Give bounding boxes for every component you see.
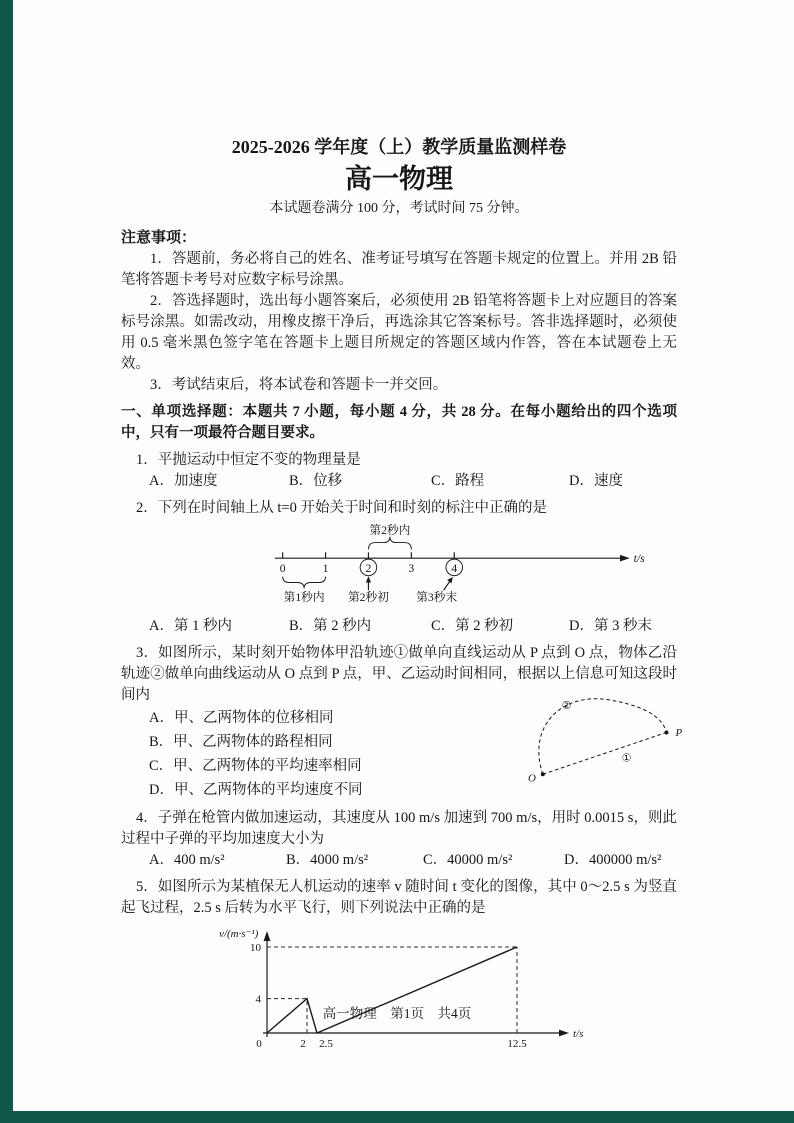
option-d: D．400000 m/s² (564, 852, 662, 868)
option-a: A．第 1 秒内 (149, 618, 232, 634)
tick-label-4: 4 (451, 561, 458, 575)
question-1-stem: 1．平抛运动中恒定不变的物理量是 (136, 452, 361, 468)
point-p-label: P (675, 727, 683, 740)
tick-label-3: 3 (408, 561, 415, 575)
option-a: A．加速度 (149, 473, 218, 489)
exam-info: 本试题卷满分 100 分，考试时间 75 分钟。 (269, 201, 529, 216)
section-heading: 一、单项选择题：本题共 7 小题，每小题 4 分，共 28 分。在每小题给出的四个选项中，只有一项最符合题目要求。 (121, 404, 677, 441)
time-axis-unit-label: t/s (633, 552, 645, 566)
option-b: B．甲、乙两物体的路程相同 (149, 734, 333, 750)
trajectory-diagram (521, 687, 691, 787)
page-footer: 高一物理 第1页 共4页 (322, 1006, 472, 1021)
option-b: B．4000 m/s² (286, 852, 369, 868)
option-d: D．第 3 秒末 (569, 618, 652, 634)
question-1 (121, 450, 677, 492)
path-1-label: ① (621, 752, 632, 765)
tick-label-2: 2 (365, 561, 372, 575)
option-c: C．路程 (431, 473, 485, 489)
y-axis-label: v/(m·s⁻¹) (219, 928, 259, 940)
option-c: C．40000 m/s² (423, 852, 513, 868)
option-b: B．第 2 秒内 (289, 618, 372, 634)
pointer-line (444, 581, 451, 591)
point-o-label: O (527, 772, 536, 785)
question-1-options (149, 471, 677, 492)
straight-path-1 (543, 732, 667, 774)
question-3 (121, 643, 683, 802)
x-axis-label: t/s (573, 1028, 584, 1040)
page-content (121, 0, 683, 1064)
brace-bottom (283, 577, 326, 589)
question-5 (121, 877, 677, 1064)
interval-label-first-second: 第1秒内 (283, 591, 325, 605)
question-4 (121, 808, 677, 871)
exam-subject: 高一物理 (345, 164, 453, 194)
x-tick-label: 12.5 (507, 1038, 527, 1050)
question-2-options (149, 616, 677, 637)
instant-label-second3-end: 第3秒末 (416, 591, 458, 605)
point-o-dot (541, 772, 545, 776)
question-4-stem: 4．子弹在枪管内做加速运动，其速度从 100 m/s 加速到 700 m/s，用时 0.0015 s，则此过程中子弹的平均加速度大小为 (121, 810, 677, 847)
brace-top (368, 537, 411, 550)
notice-heading: 注意事项： (121, 230, 197, 246)
option-a: A．甲、乙两物体的位移相同 (149, 710, 334, 726)
question-2-figure (269, 521, 677, 614)
instant-label-second2-start: 第2秒初 (347, 591, 389, 605)
notice-item-1: 1．答题前，务必将自己的姓名、准考证号填写在答题卡规定的位置上。并用 2B 铅笔将答题卡考号对应数字标号涂黑。 (121, 251, 677, 288)
speed-time-chart (217, 923, 597, 1057)
option-b: B．位移 (289, 473, 343, 489)
tick-label-1: 1 (322, 561, 329, 575)
pointer-arrow (366, 576, 371, 582)
y-axis-arrow (264, 931, 271, 941)
option-d: D．速度 (569, 473, 623, 489)
option-a: A．400 m/s² (149, 852, 225, 868)
notice-item-3: 3．考试结束后，将本试卷和答题卡一并交回。 (150, 377, 448, 393)
scan-edge-left (0, 0, 13, 1123)
question-3-stem: 3．如图所示，某时刻开始物体甲沿轨迹①做单向直线运动从 P 点到 O 点，物体乙沿轨迹②做单向曲线运动从 O 点到 P 点，甲、乙运动时间相同，根据以上信息可知这段时间内 (121, 645, 677, 703)
curved-path-2 (539, 699, 667, 775)
path-2-label: ② (561, 699, 572, 712)
question-2 (121, 498, 677, 637)
x-tick-label: 0 (256, 1038, 262, 1050)
x-axis-arrow (559, 1030, 569, 1037)
question-5-figure (217, 923, 677, 1064)
question-5-stem: 5．如图所示为某植保无人机运动的速率 v 随时间 t 变化的图像，其中 0～2.5 s 为竖直起飞过程，2.5 s 后转为水平飞行，则下列说法中正确的是 (121, 879, 677, 916)
notice-item-2: 2．答选择题时，选出每小题答案后，必须使用 2B 铅笔将答题卡上对应题目的答案标号涂黑。如需改动，用橡皮擦干净后，再选涂其它答案标号。答非选择题时，必须使用 0.5 毫米黑色签字笔在答题卡上题目所规定的答题区域内作答，答在本试题卷上无效。 (121, 293, 677, 372)
timeline-diagram (269, 521, 659, 607)
option-c: C．第 2 秒初 (431, 618, 514, 634)
x-tick-label: 2 (300, 1038, 306, 1050)
option-d: D．甲、乙两物体的平均速度不同 (149, 782, 363, 798)
exam-title: 2025-2026 学年度（上）教学质量监测样卷 (231, 137, 567, 157)
question-4-options (149, 850, 677, 871)
question-3-figure (521, 687, 691, 794)
pointer-arrow (447, 577, 453, 583)
time-axis-arrow (620, 555, 630, 562)
tick-label-0: 0 (279, 561, 286, 575)
question-2-stem: 2．下列在时间轴上从 t=0 开始关于时间和时刻的标注中正确的是 (136, 500, 547, 516)
scan-edge-bottom (0, 1111, 794, 1123)
interval-label-top: 第2秒内 (369, 523, 411, 537)
y-tick-label: 10 (250, 942, 261, 954)
x-tick-label: 2.5 (319, 1038, 333, 1050)
y-tick-label: 4 (255, 993, 261, 1006)
option-c: C．甲、乙两物体的平均速率相同 (149, 758, 362, 774)
point-p-dot (664, 730, 668, 734)
